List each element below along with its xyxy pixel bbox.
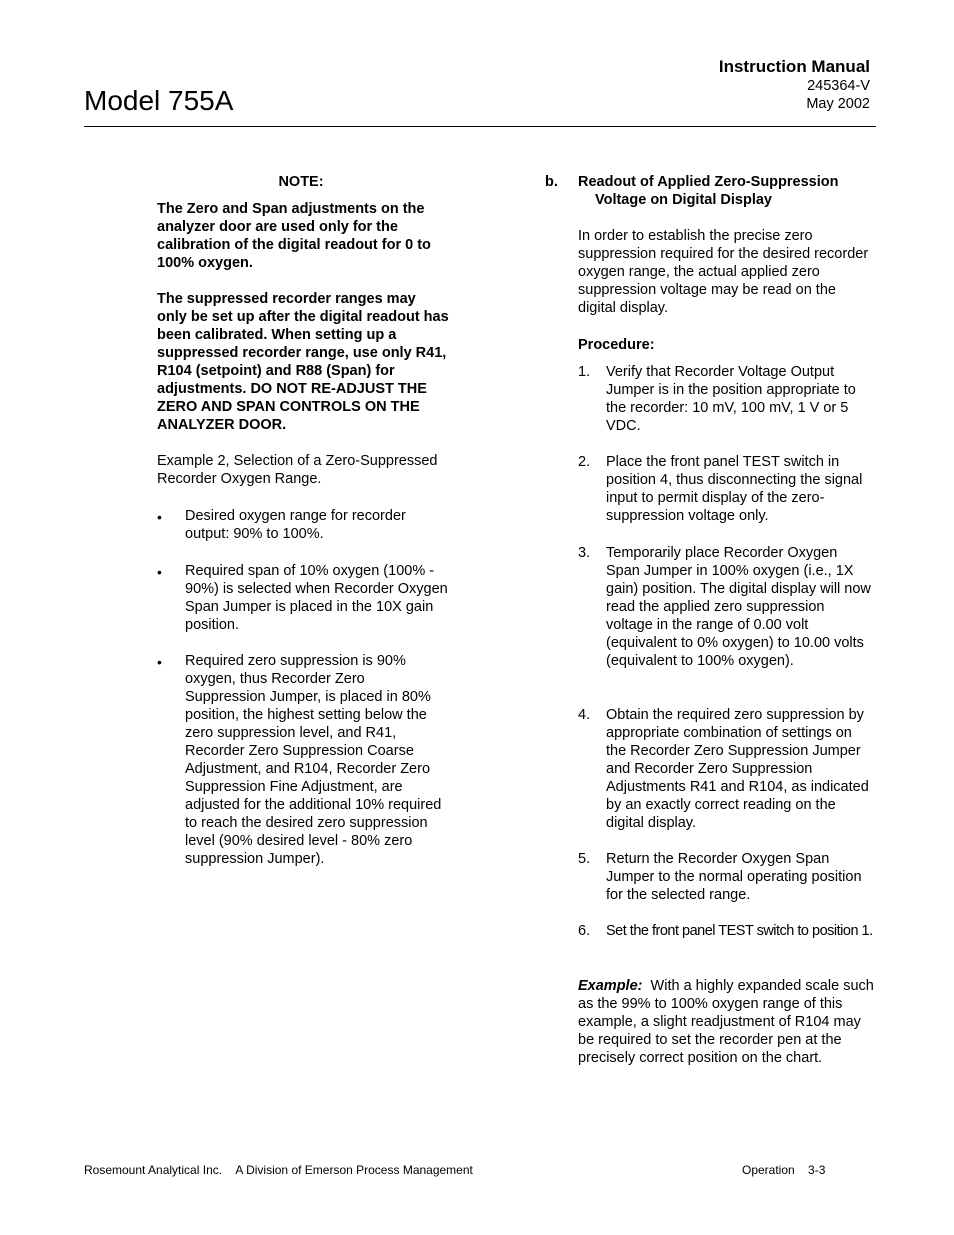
note-paragraph-1: The Zero and Span adjustments on the analyzer door are used only for the calibration of the digital readout for 0 to 100% oxygen. xyxy=(157,201,431,271)
step-number: 5. xyxy=(578,851,591,867)
bullet-item: Required span of 10% oxygen (100% - 90%) is selected when Recorder Oxygen Span Jumper is placed in the 10X gain position. xyxy=(185,563,448,633)
section-letter: b. xyxy=(545,174,558,190)
footer-page-number: 3-3 xyxy=(808,1163,826,1177)
doc-number: 245364-V xyxy=(807,78,870,94)
doc-date: May 2002 xyxy=(806,96,870,112)
note-paragraph-2: The suppressed recorder ranges may only be set up after the digital readout has been calibrated. When setting up a suppressed recorder range, use only R41, R104 (setpoint) and R88 (Span) for adjustments. DO NOT RE-ADJUST THE ZERO AND SPAN CONTROLS ON THE ANALYZER DOOR. xyxy=(157,291,449,433)
model-title: Model 755A xyxy=(84,85,234,116)
intro-paragraph: In order to establish the precise zero suppression required for the desired recorder oxygen range, the actual applied zero suppression voltage may be read on the digital display. xyxy=(578,228,869,316)
example-paragraph xyxy=(578,977,876,1067)
step-text: Set the front panel TEST switch to position 1. xyxy=(606,923,873,939)
bullet-marker: • xyxy=(157,509,162,525)
footer-section: Operation xyxy=(742,1163,795,1177)
header-divider xyxy=(84,126,876,127)
step-text: Verify that Recorder Voltage Output Jumper is in the position appropriate to the recorder: 10 mV, 100 mV, 1 V or 5 VDC. xyxy=(606,364,856,434)
bullet-marker: • xyxy=(157,654,162,670)
section-title-line1: Readout of Applied Zero-Suppression xyxy=(578,174,839,190)
header-block xyxy=(719,57,870,113)
footer-company: Rosemount Analytical Inc. xyxy=(84,1163,223,1177)
example-label: Example: xyxy=(578,978,643,994)
step-text: Obtain the required zero suppression by appropriate combination of settings on the Recorder Zero Suppression Jumper and Recorder Zero Suppression Adjustments R41 and R104, as indicated by an exactly correct reading on the digital display. xyxy=(606,707,869,831)
example-intro: Example 2, Selection of a Zero-Suppressed Recorder Oxygen Range. xyxy=(157,453,438,487)
step-number: 1. xyxy=(578,364,591,380)
example-text: With a highly expanded scale such as the 99% to 100% oxygen range of this example, a slight readjustment of R104 may be required to set the recorder pen at the precisely correct position on the chart. xyxy=(578,978,874,1066)
step-text: Return the Recorder Oxygen Span Jumper to the normal operating position for the selected range. xyxy=(606,851,862,903)
procedure-label: Procedure: xyxy=(578,337,655,353)
step-number: 2. xyxy=(578,454,591,470)
step-number: 3. xyxy=(578,545,591,561)
section-title xyxy=(578,173,878,209)
step-number: 6. xyxy=(578,923,591,939)
footer-left xyxy=(84,1163,473,1177)
bullet-item: Desired oxygen range for recorder output: 90% to 100%. xyxy=(185,508,406,542)
step-text: Place the front panel TEST switch in position 4, thus disconnecting the signal input to permit display of the zero-suppression voltage only. xyxy=(606,454,863,524)
step-number: 4. xyxy=(578,707,591,723)
footer-right xyxy=(742,1163,825,1177)
footer-division: A Division of Emerson Process Management xyxy=(235,1163,473,1177)
section-title-line2: Voltage on Digital Display xyxy=(595,192,772,208)
note-label: NOTE: xyxy=(278,174,324,190)
bullet-marker: • xyxy=(157,564,162,580)
manual-title: Instruction Manual xyxy=(718,57,870,76)
step-text: Temporarily place Recorder Oxygen Span Jumper in 100% oxygen (i.e., 1X gain) position. The digital display will now read the applied zero suppression voltage in the range of 0.00 volt (equivalent to 0% oxygen) to 10.00 volts (equivalent to 100% oxygen). xyxy=(606,545,871,669)
bullet-item: Required zero suppression is 90% oxygen, thus Recorder Zero Suppression Jumper, is placed in 80% position, the highest setting below the zero suppression level, and R41, Recorder Zero Suppression Coarse Adjustment, and R104, Recorder Zero Suppression Fine Adjustment, are adjusted for the additional 10% required to reach the desired zero suppression level (90% desired level - 80% zero suppression Jumper). xyxy=(185,653,442,867)
